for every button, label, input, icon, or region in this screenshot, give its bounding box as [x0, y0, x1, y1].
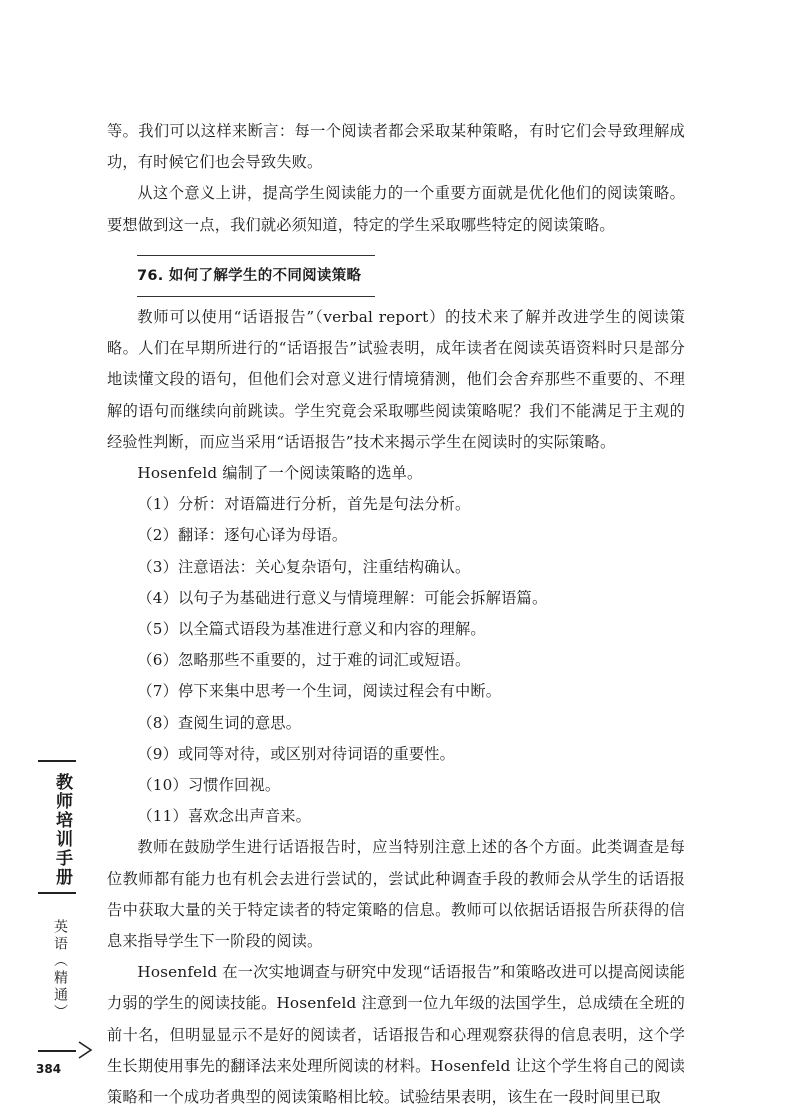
section-heading-box — [137, 255, 375, 297]
side-top-rule — [38, 760, 76, 762]
side-middle-rule — [38, 892, 76, 894]
body-paragraph-2: Hosenfeld 编制了一个阅读策略的选单。 — [137, 464, 423, 483]
intro-paragraph-1: 等。我们可以这样来断言：每一个阅读者都会采取某种策略，有时它们会导致理解成功，有时候它们也会导致失败。 — [107, 122, 685, 172]
body-paragraph-3: 教师在鼓励学生进行话语报告时，应当特别注意上述的各个方面。此类调查是每位教师都有能力也有机会去进行尝试的，尝试此种调查手段的教师会从学生的话语报告中获取大量的关于特定读者的特定策略的信息。教师可以依据话语报告所获得的信息来指导学生下一阶段的阅读。 — [107, 838, 685, 951]
body-paragraph-4: Hosenfeld 在一次实地调查与研究中发现“话语报告”和策略改进可以提高阅读能力弱的学生的阅读技能。Hosenfeld 注意到一位九年级的法国学生，总成绩在全班的前十名，但明显显示不是好的阅读者，话语报告和心理观察获得的信息表明，这个学生长期使用事先的翻译法来处理所阅读的材料。Hosenfeld 让这个学生将自己的阅读策略和一个成功者典型的阅读策略相比较。试验结果表明，该生在一段时间里已取 — [107, 963, 685, 1107]
list-item: （6）忽略那些不重要的，过于难的词汇或短语。 — [137, 651, 471, 670]
list-item: （5）以全篇式语段为基准进行意义和内容的理解。 — [137, 620, 486, 639]
side-book-subtitle: 英语（精通） — [52, 919, 68, 1021]
intro-block — [107, 116, 685, 241]
list-item: （1）分析：对语篇进行分析，首先是句法分析。 — [137, 495, 471, 514]
list-item: （7）停下来集中思考一个生词，阅读过程会有中断。 — [137, 682, 502, 701]
list-item: （2）翻译：逐句心译为母语。 — [137, 526, 348, 545]
body-block — [107, 302, 685, 1113]
list-item: （10）习惯作回视。 — [137, 776, 281, 795]
intro-paragraph-2: 从这个意义上讲，提高学生阅读能力的一个重要方面就是优化他们的阅读策略。要想做到这一点，我们就必须知道，特定的学生采取哪些特定的阅读策略。 — [107, 184, 685, 234]
strategy-list — [107, 489, 685, 832]
side-book-title: 教师培训手册 — [52, 773, 72, 887]
list-item: （9）或同等对待，或区别对待词语的重要性。 — [137, 744, 456, 763]
side-bottom-rule — [38, 1050, 76, 1052]
section-title: 76. 如何了解学生的不同阅读策略 — [137, 268, 362, 284]
list-item: （11）喜欢念出声音来。 — [137, 807, 311, 826]
page-number: 384 — [36, 1062, 62, 1076]
side-tab — [32, 760, 82, 1080]
chevron-right-icon — [76, 1040, 96, 1060]
list-item: （3）注意语法：关心复杂语句，注重结构确认。 — [137, 557, 471, 576]
list-item: （4）以句子为基础进行意义与情境理解：可能会拆解语篇。 — [137, 588, 548, 607]
list-item: （8）查阅生词的意思。 — [137, 713, 302, 732]
body-paragraph-1: 教师可以使用“话语报告”（verbal report）的技术来了解并改进学生的阅读策略。人们在早期所进行的“话语报告”试验表明，成年读者在阅读英语资料时只是部分地读懂文段的语句，但他们会对意义进行情境猜测，他们会舍弃那些不重要的、不理解的语句而继续向前跳读。学生究竟会采取哪些阅读策略呢？我们不能满足于主观的经验性判断，而应当采用“话语报告”技术来揭示学生在阅读时的实际策略。 — [107, 308, 685, 451]
